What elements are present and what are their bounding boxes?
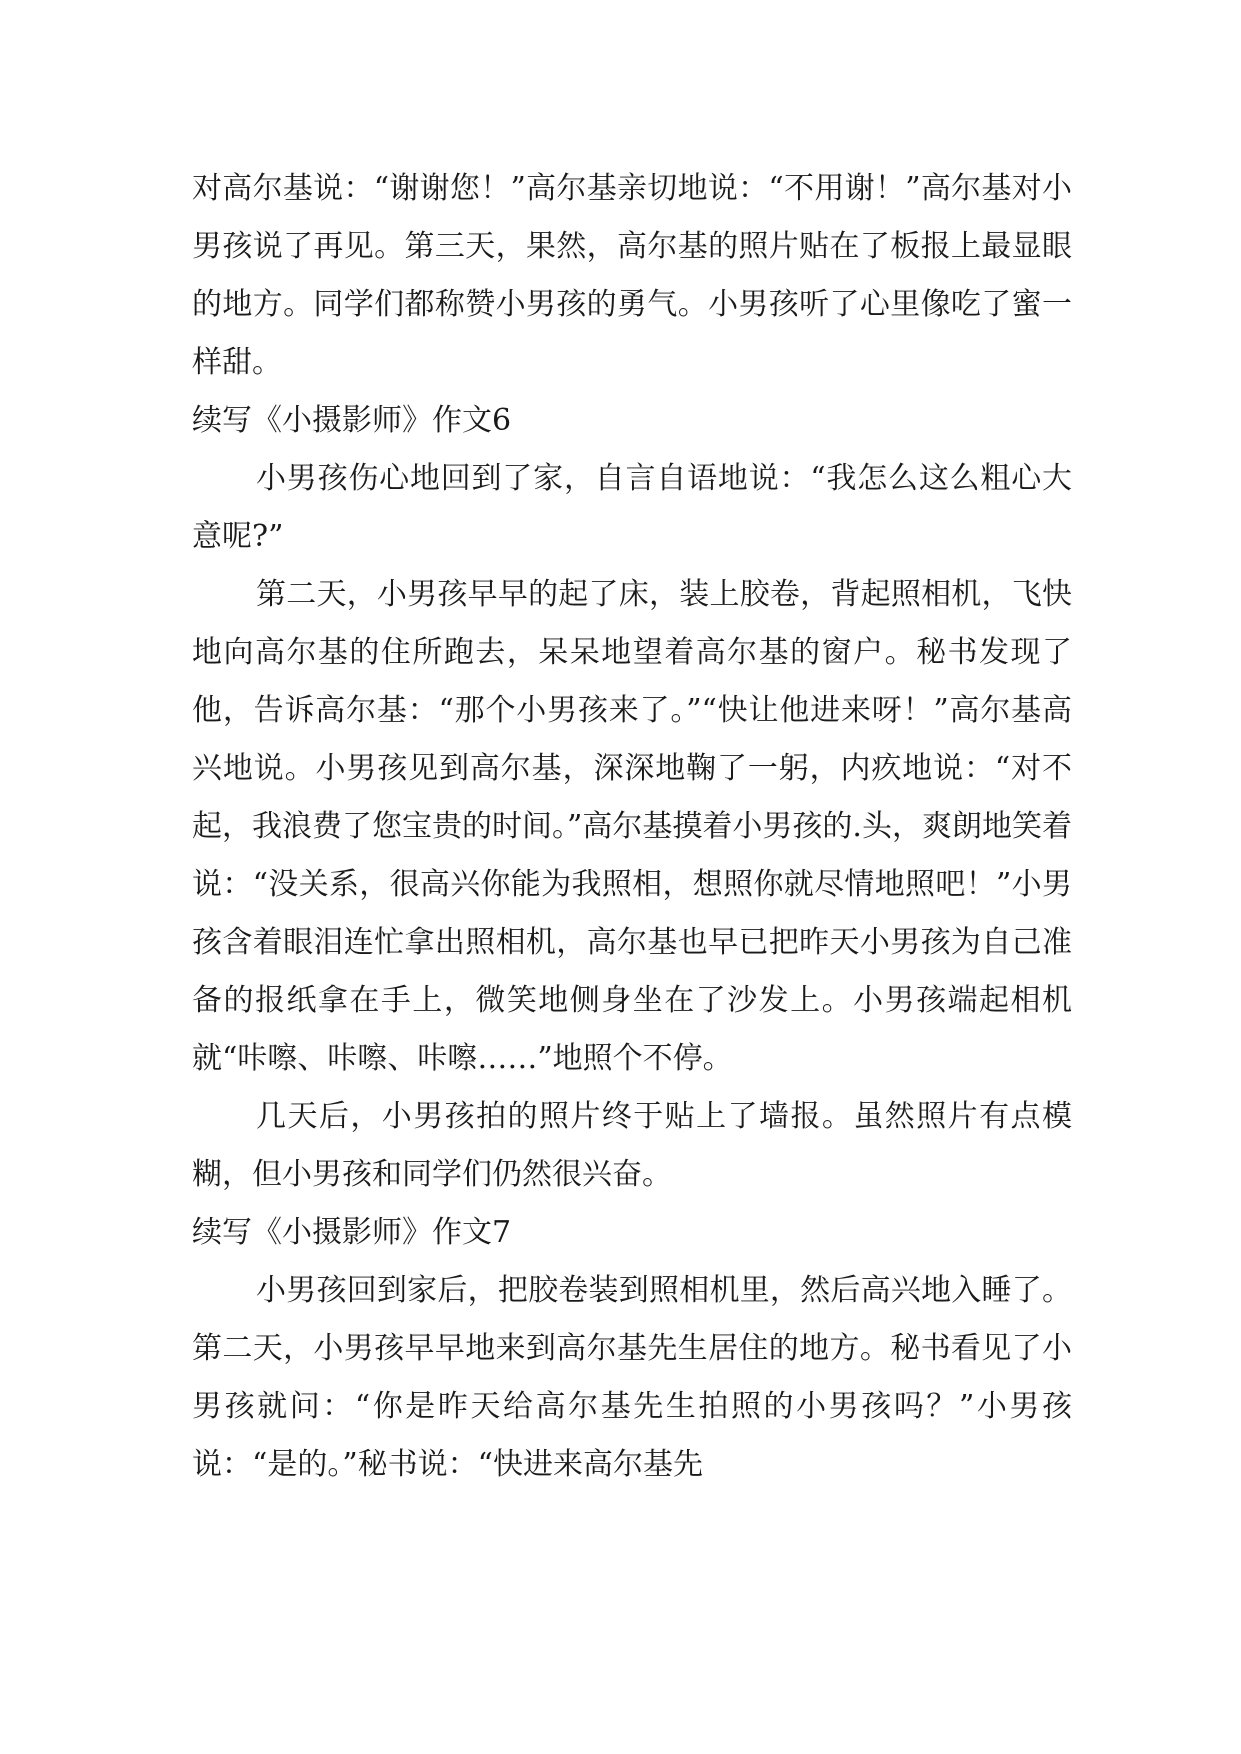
paragraph-continuation: 对高尔基说：“谢谢您！”高尔基亲切地说：“不用谢！”高尔基对小男孩说了再见。第三天，果然，高尔基的照片贴在了板报上最显眼的地方。同学们都称赞小男孩的勇气。小男孩听了心里像吃了蜜一样甜。 bbox=[192, 171, 1072, 380]
paragraph: 小男孩伤心地回到了家，自言自语地说：“我怎么这么粗心大意呢?” bbox=[192, 461, 1072, 554]
section-heading-7: 续写《小摄影师》作文7 bbox=[192, 1215, 512, 1250]
document-body bbox=[192, 160, 1072, 1494]
section-heading-6: 续写《小摄影师》作文6 bbox=[192, 403, 512, 438]
paragraph: 小男孩回到家后，把胶卷装到照相机里，然后高兴地入睡了。 第二天，小男孩早早地来到高尔基先生居住的地方。秘书看见了小男孩就问：“你是昨天给高尔基先生拍照的小男孩吗？”小男孩说：“是的。”秘书说：“快进来高尔基先 bbox=[192, 1273, 1072, 1482]
paragraph: 第二天，小男孩早早的起了床，装上胶卷，背起照相机，飞快地向高尔基的住所跑去，呆呆地望着高尔基的窗户。秘书发现了他，告诉高尔基：“那个小男孩来了。”“快让他进来呀！”高尔基高兴地说。小男孩见到高尔基，深深地鞠了一躬，内疚地说：“对不起，我浪费了您宝贵的时间。”高尔基摸着小男孩的.头，爽朗地笑着说：“没关系，很高兴你能为我照相，想照你就尽情地照吧！”小男孩含着眼泪连忙拿出照相机，高尔基也早已把昨天小男孩为自己准备的报纸拿在手上，微笑地侧身坐在了沙发上。小男孩端起相机就“咔嚓、咔嚓、咔嚓……”地照个不停。 bbox=[192, 577, 1072, 1076]
paragraph: 几天后，小男孩拍的照片终于贴上了墙报。虽然照片有点模糊，但小男孩和同学们仍然很兴奋。 bbox=[192, 1099, 1072, 1192]
